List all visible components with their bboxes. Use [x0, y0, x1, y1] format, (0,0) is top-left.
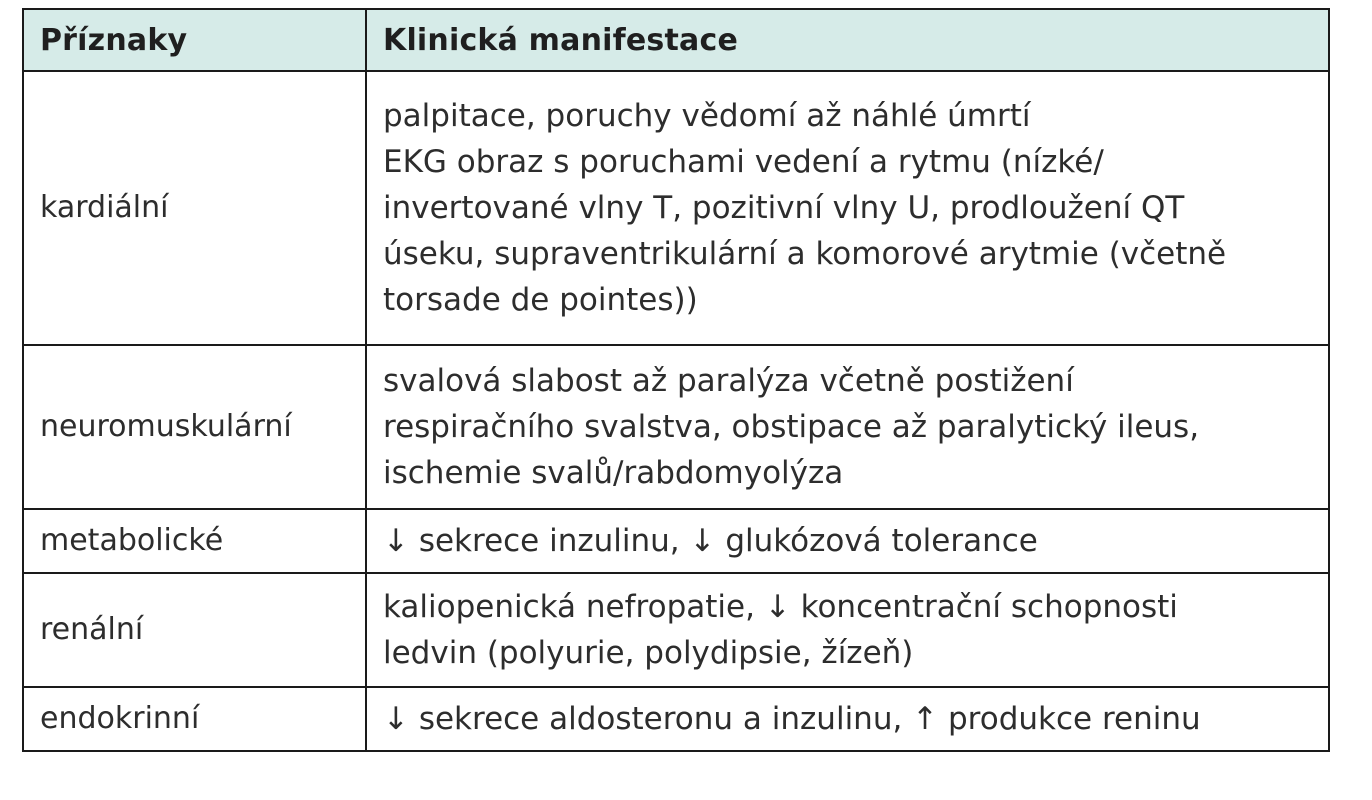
table-row: [23, 509, 1329, 573]
header-symptom: Příznaky: [23, 9, 366, 71]
manifestation-line: kaliopenická nefropatie, ↓ koncentrační schopnosti: [383, 589, 1178, 625]
table-row: [23, 345, 1329, 509]
table-row: [23, 573, 1329, 687]
manifestation-line: ischemie svalů/rabdomyolýza: [383, 455, 844, 491]
manifestation-line: úseku, supraventrikulární a komorové arytmie (včetně: [383, 236, 1227, 272]
symptom-cell: neuromuskulární: [23, 345, 366, 509]
manifestation-cell: [366, 345, 1329, 509]
manifestation-line: svalová slabost až paralýza včetně postižení: [383, 363, 1074, 399]
manifestation-cell: [366, 71, 1329, 345]
symptom-cell: kardiální: [23, 71, 366, 345]
table-row: [23, 687, 1329, 751]
symptom-cell: renální: [23, 573, 366, 687]
manifestation-line: torsade de pointes)): [383, 282, 698, 318]
manifestation-cell: [366, 573, 1329, 687]
manifestation-line: ledvin (polyurie, polydipsie, žízeň): [383, 635, 914, 671]
manifestation-line: ↓ sekrece inzulinu, ↓ glukózová tolerance: [383, 523, 1038, 559]
manifestation-line: palpitace, poruchy vědomí až náhlé úmrtí: [383, 98, 1031, 134]
symptoms-table: [22, 8, 1330, 752]
header-manifestation: Klinická manifestace: [366, 9, 1329, 71]
manifestation-line: invertované vlny T, pozitivní vlny U, prodloužení QT: [383, 190, 1185, 226]
manifestation-cell: [366, 687, 1329, 751]
manifestation-line: respiračního svalstva, obstipace až paralytický ileus,: [383, 409, 1200, 445]
header-row: [23, 9, 1329, 71]
table-row: [23, 71, 1329, 345]
symptom-cell: endokrinní: [23, 687, 366, 751]
manifestation-cell: [366, 509, 1329, 573]
manifestation-line: ↓ sekrece aldosteronu a inzulinu, ↑ produkce reninu: [383, 701, 1201, 737]
manifestation-line: EKG obraz s poruchami vedení a rytmu (nízké/: [383, 144, 1104, 180]
symptom-cell: metabolické: [23, 509, 366, 573]
